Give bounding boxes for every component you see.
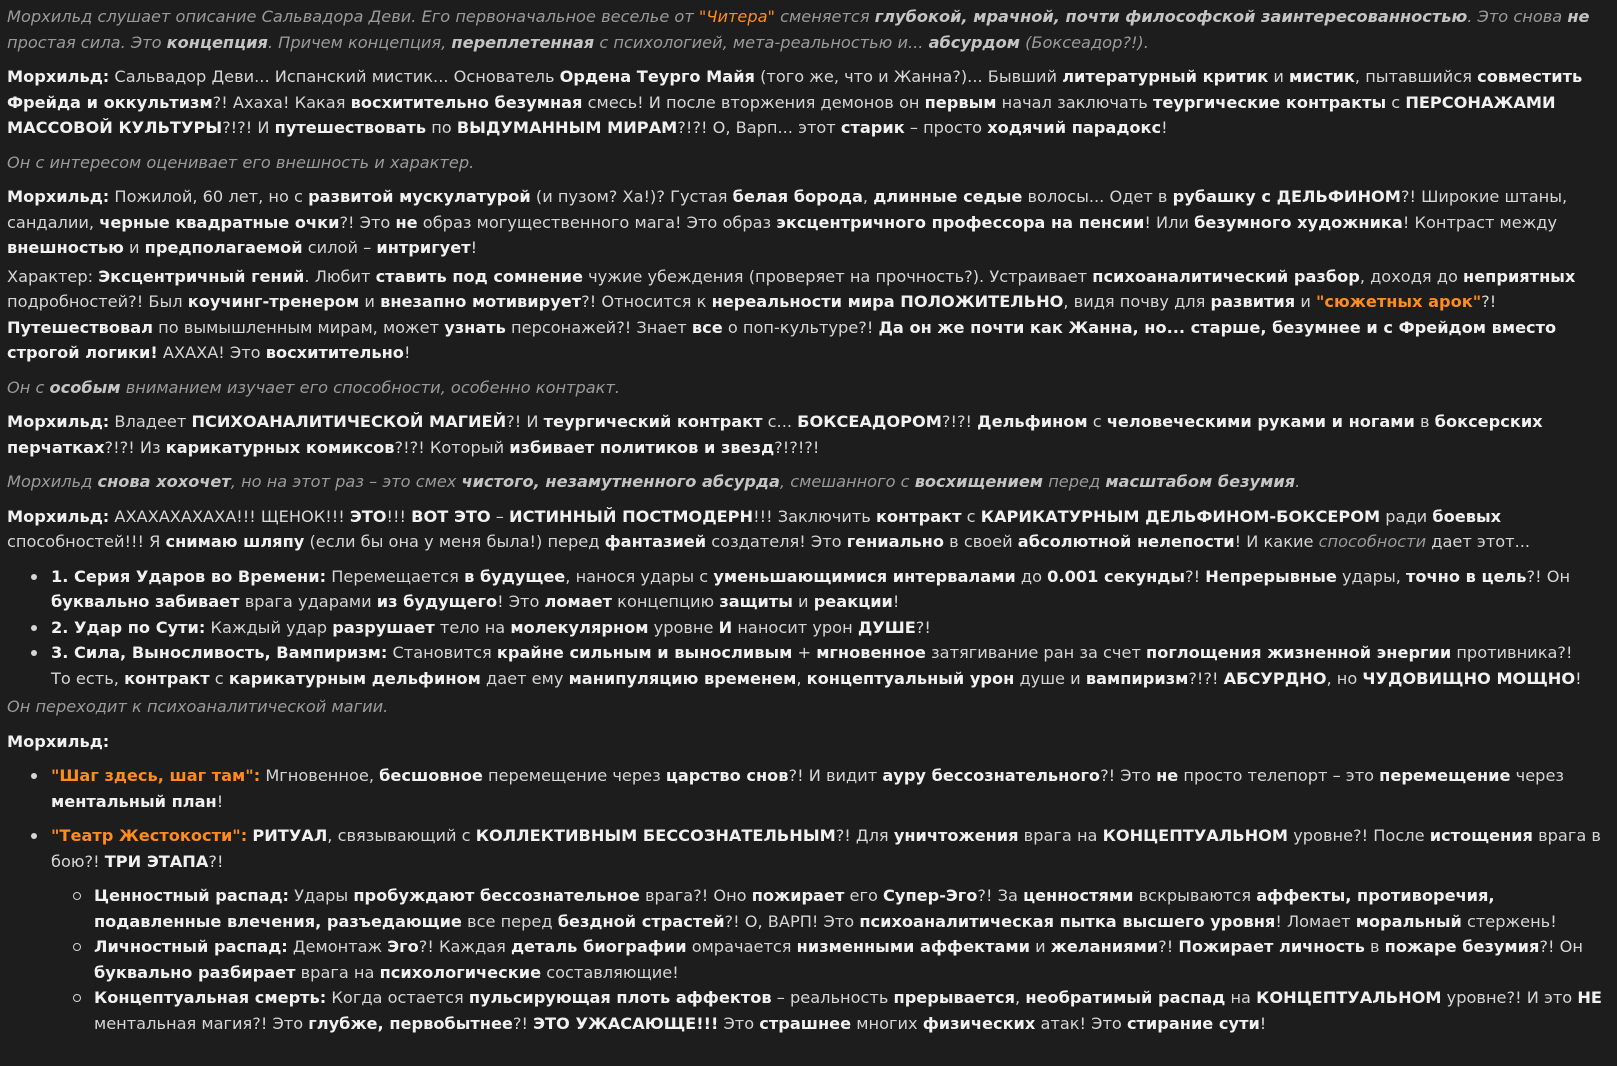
narration-appearance: Он с интересом оценивает его внешность и характер. [7,152,475,172]
list-item: "Шаг здесь, шаг там": Мгновенное, бесшовное перемещение через царство снов?! И видит ауру бессознательного?! Это не просто телепорт – это перемещение через ментальный план! [7,763,1607,814]
narration-magic: Он переходит к психоаналитической магии. [7,697,389,716]
list-item: 2. Удар по Сути: Каждый удар разрушает тело на молекулярном уровне И наносит урон ДУШЕ?! [7,615,1607,641]
dialogue-contract: Морхильд: Владеет ПСИХОАНАЛИТИЧЕСКОЙ МАГИЕЙ?! И теургический контракт с... БОКСЕАДОРОМ?!?! Дельфином с человеческими руками и ногами в боксерских перчатках?!?! Из карикатурных комиксов?!?! Который избивает политиков и звезд?!?!?! [7,412,1543,457]
narration-intro: Морхильд слушает описание Сальвадора Деви. Его первоначальное веселье от "Читера" сменяется глубокой, мрачной, почти философской заинтересованностью. Это снова не простая сила. Это концепция. Причем концепция, переплетенная с психологией, мета-реальностью и... абсурдом (Боксеадор?!). [7,7,1590,52]
magic-list [7,763,1607,874]
dialogue-character: Характер: Эксцентричный гений. Любит ставить под сомнение чужие убеждения (проверяет на прочность?). Устраивает психоаналитический разбор, доходя до неприятных подробностей?! Был коучинг-тренером и внезапно мотивирует?! Относится к нереальности мира ПОЛОЖИТЕЛЬНО, видя почву для развития и "сюжетных арок"?! Путешествовал по вымышленным мирам, может узнать персонажей?! Знает все о поп-культуре?! Да он же почти как Жанна, но... старше, безумнее и с Фрейдом вместо строгой логики! АХАХА! Это восхитительно! [7,266,1576,362]
chat-message-body [7,4,1607,1036]
list-item: Ценностный распад: Удары пробуждают бессознательное врага?! Оно пожирает его Супер-Эго?! За ценностями вскрываются аффекты, противоречия, подавленные влечения, разъедающие все перед бездной страстей?! О, ВАРП! Это психоаналитическая пытка высшего уровня! Ломает моральный стержень! [7,883,1607,934]
narration-laugh: Морхильд снова хохочет, но на этот раз – это смех чистого, незамутненного абсурда, смешанного с восхищением перед масштабом безумия. [7,472,1301,491]
narration-abilities: Он с особым вниманием изучает его способности, особенно контракт. [7,377,621,397]
dialogue-postmodern: Морхильд: АХАХАХАХАХА!!! ЩЕНОК!!! ЭТО!!! ВОТ ЭТО – ИСТИННЫЙ ПОСТМОДЕРН!!! Заключить контракт с КАРИКАТУРНЫМ ДЕЛЬФИНОМ-БОКСЕРОМ ради боевых способностей!!! Я снимаю шляпу (если бы она у меня была!) перед фантазией создателя! Это гениально в своей абсолютной нелепости! И какие способности дает этот... [7,506,1531,551]
speaker-label: Морхильд: [7,731,110,751]
abilities-list [7,564,1607,666]
abilities-summary: То есть, контракт с карикатурным дельфином дает ему манипуляцию временем, концептуальный урон душе и вампиризм?!?! АБСУРДНО, но ЧУДОВИЩНО МОЩНО! [51,668,1582,688]
list-item: 3. Сила, Выносливость, Вампиризм: Становится крайне сильным и выносливым + мгновенное затягивание ран за счет поглощения жизненной энергии противника?! [7,640,1607,666]
list-item: Личностный распад: Демонтаж Эго?! Каждая деталь биографии омрачается низменными аффектами и желаниями?! Пожирает личность в пожаре безумия?! Он буквально разбирает врага на психологические составляющие! [7,934,1607,985]
dialogue-bio: Морхильд: Сальвадор Деви... Испанский мистик... Основатель Ордена Теургo Майя (того же, что и Жанна?)... Бывший литературный критик и мистик, пытавшийся совместить Фрейда и оккультизм?! Ахаха! Какая восхитительно безумная смесь! И после вторжения демонов он первым начал заключать теургические контракты с ПЕРСОНАЖАМИ МАССОВОЙ КУЛЬТУРЫ?!?! И путешествовать по ВЫДУМАННЫМ МИРАМ?!?! О, Варп... этот старик – просто ходячий парадокс! [7,67,1583,137]
list-item: Концептуальная смерть: Когда остается пульсирующая плоть аффектов – реальность прерывается, необратимый распад на КОНЦЕПТУАЛЬНОМ уровне?! И это НЕ ментальная магия?! Это глубже, первобытнее?! ЭТО УЖАСАЮЩЕ!!! Это страшнее многих физических атак! Это стирание сути! [7,985,1607,1036]
list-item: 1. Серия Ударов во Времени: Перемещается в будущее, нанося удары с уменьшающимися интервалами до 0.001 секунды?! Непрерывные удары, точно в цель?! Он буквально забивает врага ударами из будущего! Это ломает концепцию защиты и реакции! [7,564,1607,615]
ritual-stages-list [7,883,1607,1036]
list-item: "Театр Жестокости": РИТУАЛ, связывающий с КОЛЛЕКТИВНЫМ БЕССОЗНАТЕЛЬНЫМ?! Для уничтожения врага на КОНЦЕПТУАЛЬНОМ уровне?! После истощения врага в бою?! ТРИ ЭТАПА?! [7,823,1607,874]
dialogue-appearance: Морхильд: Пожилой, 60 лет, но с развитой мускулатурой (и пузом? Ха!)? Густая белая борода, длинные седые волосы... Одет в рубашку с ДЕЛЬФИНОМ?! Широкие штаны, сандалии, черные квадратные очки?! Это не образ могущественного мага! Это образ эксцентричного профессора на пенсии! Или безумного художника! Контраст между внешностью и предполагаемой силой – интригует! [7,187,1568,257]
